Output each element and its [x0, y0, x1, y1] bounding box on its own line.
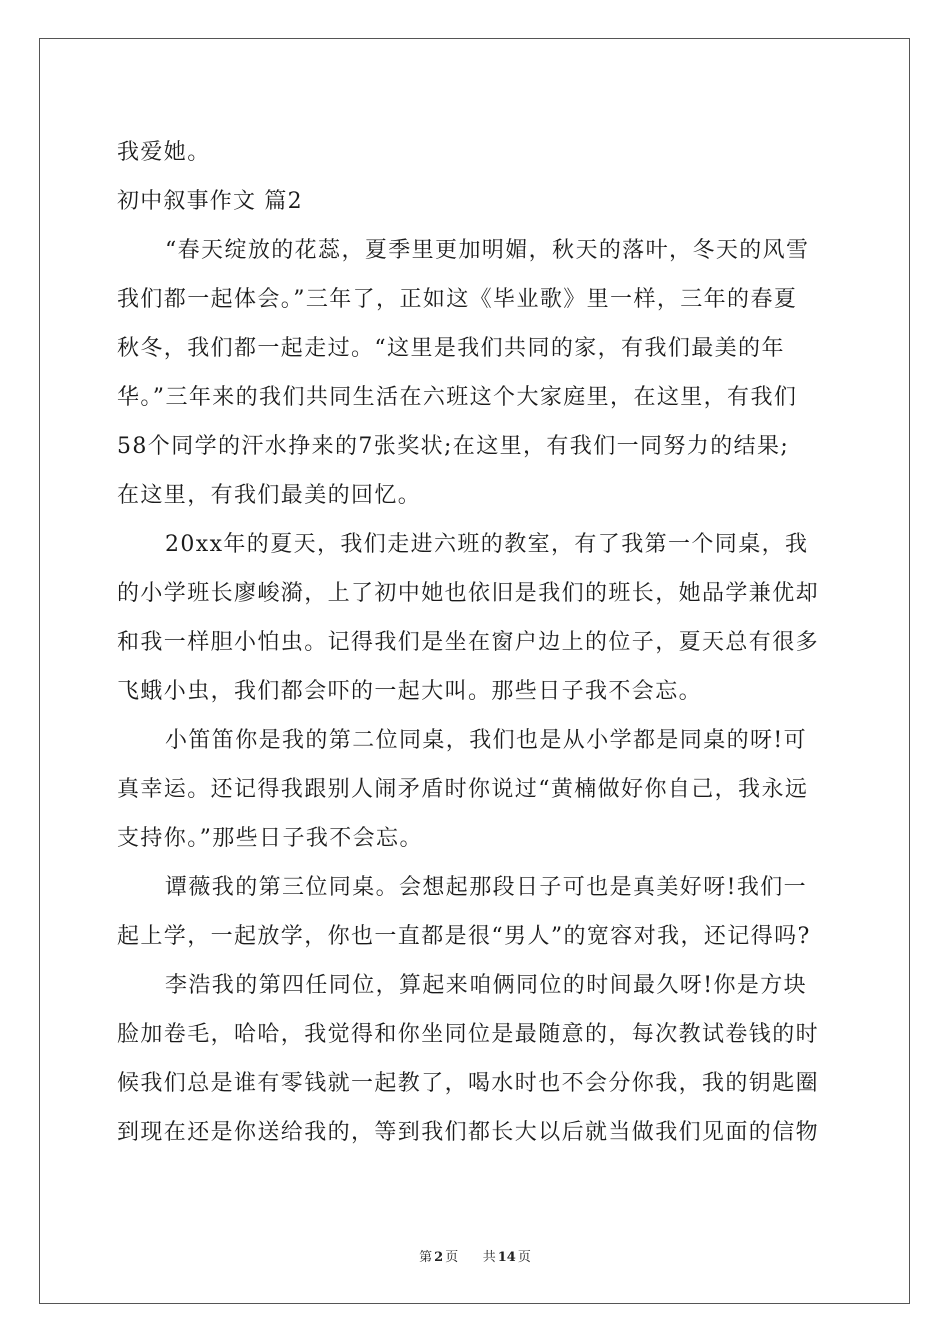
text-line: 真幸运。还记得我跟别人闹矛盾时你说过“黄楠做好你自己，我永远 — [117, 777, 809, 802]
text-line: 我们都一起体会。”三年了，正如这《毕业歌》里一样，三年的春夏 — [117, 287, 798, 312]
total-suffix: 页 — [517, 1250, 531, 1265]
text-line: 候我们总是谁有零钱就一起教了，喝水时也不会分你我，我的钥匙圈 — [117, 1071, 820, 1096]
text-line: 和我一样胆小怕虫。记得我们是坐在窗户边上的位子，夏天总有很多 — [117, 630, 820, 655]
text-line: 秋冬，我们都一起走过。“这里是我们共同的家，有我们最美的年 — [117, 336, 785, 361]
section-heading: 初中叙事作文 篇2 — [117, 189, 303, 214]
text-line: 脸加卷毛，哈哈，我觉得和你坐同位是最随意的，每次教试卷钱的时 — [117, 1022, 820, 1047]
paragraph-first-line: 李浩我的第四任同位，算起来咱俩同位的时间最久呀!你是方块 — [165, 973, 808, 998]
page-footer — [0, 1246, 950, 1265]
paragraph-first-line: 谭薇我的第三位同桌。会想起那段日子可也是真美好呀!我们一 — [165, 875, 808, 900]
total-prefix: 共 — [482, 1250, 496, 1265]
paragraph-first-line: 20xx年的夏天，我们走进六班的教室，有了我第一个同桌，我 — [165, 532, 809, 557]
text-line: 支持你。”那些日子我不会忘。 — [117, 826, 423, 851]
total-pages: 14 — [497, 1250, 516, 1265]
document-body — [117, 128, 837, 1157]
current-page: 2 — [434, 1250, 444, 1265]
page-suffix: 页 — [445, 1250, 459, 1265]
page-number — [417, 1250, 460, 1265]
text-line: 在这里，有我们最美的回忆。 — [117, 483, 422, 508]
text-line: 起上学，一起放学，你也一直都是很“男人”的宽容对我，还记得吗? — [117, 924, 811, 949]
paragraph-first-line: “春天绽放的花蕊，夏季里更加明媚，秋天的落叶，冬天的风雪 — [165, 238, 810, 263]
page-total — [481, 1250, 533, 1265]
page-prefix: 第 — [419, 1250, 433, 1265]
text-line: 华。”三年来的我们共同生活在六班这个大家庭里，在这里，有我们 — [117, 385, 798, 410]
text-line: 我爱她。 — [117, 140, 211, 165]
text-line: 的小学班长廖峻漪，上了初中她也依旧是我们的班长，她品学兼优却 — [117, 581, 820, 606]
text-line: 58个同学的汗水挣来的7张奖状;在这里，有我们一同努力的结果; — [117, 434, 790, 459]
text-line: 飞蛾小虫，我们都会吓的一起大叫。那些日子我不会忘。 — [117, 679, 703, 704]
text-line: 到现在还是你送给我的，等到我们都长大以后就当做我们见面的信物 — [117, 1120, 820, 1145]
paragraph-first-line: 小笛笛你是我的第二位同桌，我们也是从小学都是同桌的呀!可 — [165, 728, 808, 753]
